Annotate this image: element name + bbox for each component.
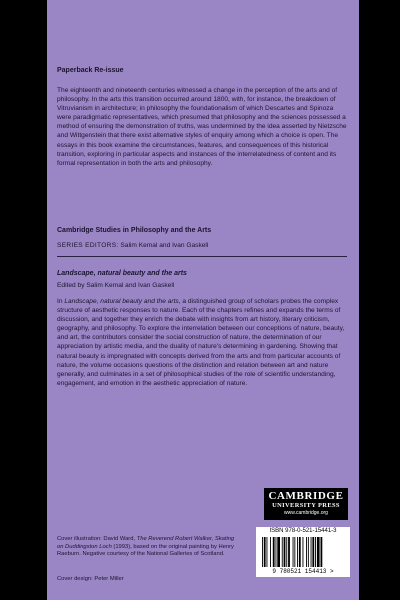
credit-text: (1993), based on the original painting by Henry Raeburn. Negative courtesy of the National Galleries of Scotland. (57, 543, 234, 558)
book-title: Landscape, natural beauty and the arts (57, 270, 187, 277)
series-editors-label: SERIES EDITORS: (57, 242, 119, 249)
book-description (57, 297, 347, 388)
logo-university-press: UNIVERSITY PRESS (272, 502, 340, 509)
reissue-heading: Paperback Re-issue (57, 67, 124, 74)
barcode-bars-icon (262, 537, 344, 567)
book-description-text: , a distinguished group of scholars probes the complex structure of aesthetic responses to nature. Each of the chapters refines and expands the terms of discussion, and together they enrich the debate with insights from art history, literary criticism, geography, and philosophy. To explore the interrelation between our conceptions of nature, beauty, and art, the contributors consider the social construction of nature, the determination of our appreciation by artistic media, and the duality of nature's determining in gardening. Showing that natural beauty is impregnated with concepts derived from the arts and from particular accounts of nature, the volume occasions questions of the distinction and relation between art and nature generally, and culminates in a set of philosophical studies of the role of scientific understanding, engagement, and emotion in the aesthetic appreciation of nature. (57, 298, 345, 387)
series-editors (57, 241, 208, 250)
series-editors-names: Salim Kemal and Ivan Gaskell (120, 242, 209, 249)
isbn-number: ISBN 978-0-521-15441-3 (269, 528, 337, 534)
barcode-digits: 9 780521 154413 > (272, 568, 334, 575)
series-title: Cambridge Studies in Philosophy and the Arts (57, 227, 212, 234)
book-description-title: Landscape, natural beauty and the arts (64, 298, 179, 305)
book-editors: Edited by Salim Kemal and Ivan Gaskell (57, 282, 175, 289)
publisher-url: www.cambridge.org (284, 510, 328, 516)
credit-prefix: Cover illustration: David Ward, (57, 536, 137, 542)
cover-illustration-credit (57, 536, 239, 559)
logo-cambridge: CAMBRIDGE (268, 490, 344, 502)
cover-design-credit: Cover design: Peter Miller (57, 576, 124, 582)
section-divider (57, 256, 347, 257)
book-description-prefix: In (57, 298, 65, 305)
cambridge-logo (264, 488, 348, 520)
barcode (256, 527, 350, 577)
credit-artwork-title: The Reverend Robert Walker, Skating on Duddingston Loch (57, 536, 235, 550)
reissue-paragraph: The eighteenth and nineteenth centuries witnessed a change in the perception of the arts and of philosophy. In the arts this transition occurred around 1800, with, for instance, the breakdown of Vitruvianism in architecture; in philosophy the foundationalism of which Descartes and Spinoza were paradigmatic representatives, which presumed that philosophy and the sciences possessed a method of ensuring the demonstration of truths, was undermined by the idea asserted by Nietzsche and Wittgenstein that there exist alternative styles of enquiry among which a choice is open. The essays in this book examine the circumstances, features, and consequences of this historical transition, exploring in particular aspects and instances of the interrelatedness of content and its formal representation in both the arts and philosophy. (57, 87, 347, 167)
